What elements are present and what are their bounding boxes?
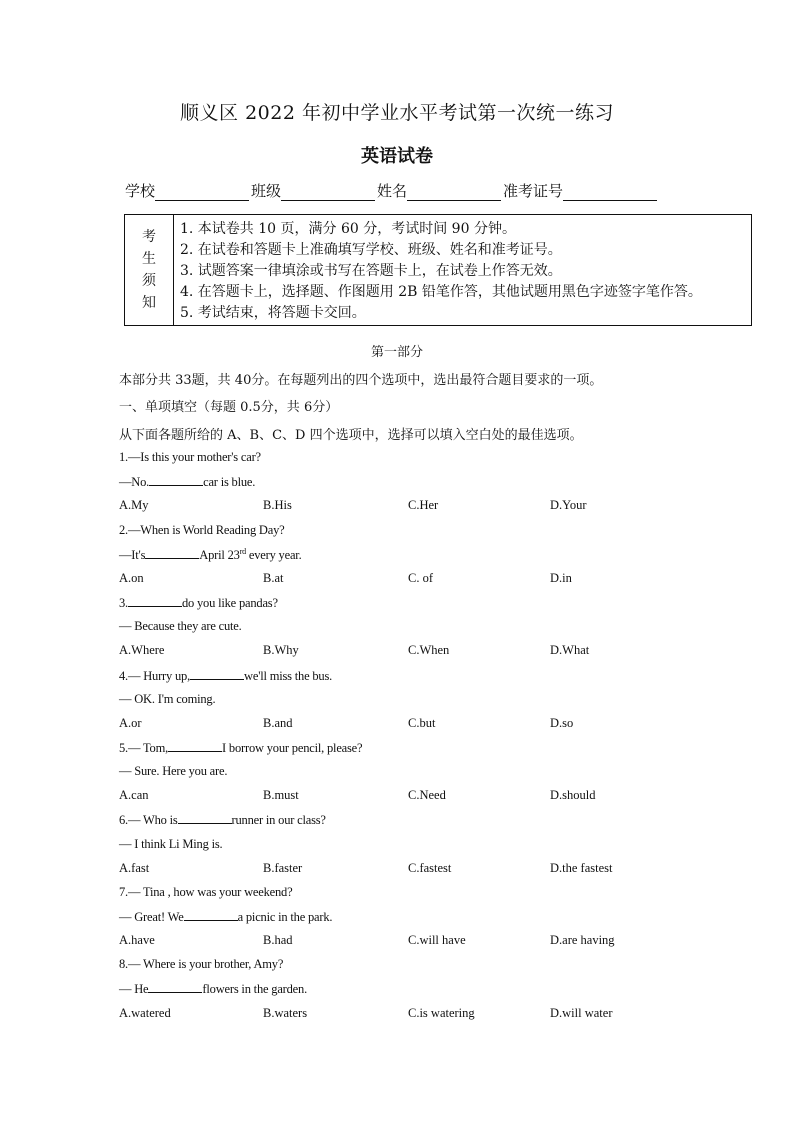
question-text: 2.—When is World Reading Day? xyxy=(119,523,285,537)
answer-blank xyxy=(148,981,202,993)
question-text: — I think Li Ming is. xyxy=(119,837,223,851)
notice-item: 2. 在试卷和答题卡上准确填写学校、班级、姓名和准考证号。 xyxy=(180,242,562,258)
question-text: car is blue. xyxy=(203,475,256,489)
question-text: — Great! We xyxy=(119,910,184,924)
question-text: I borrow your pencil, please? xyxy=(222,741,363,755)
option-d[interactable]: D.will water xyxy=(550,1006,613,1020)
student-info-line xyxy=(125,180,659,201)
answer-blank xyxy=(128,595,182,607)
question-text: 5.— Tom, xyxy=(119,741,169,755)
section-instruction: 从下面各题所给的 A、B、C、D 四个选项中，选择可以填入空白处的最佳选项。 xyxy=(119,428,583,443)
question-text: 4.— Hurry up, xyxy=(119,669,191,683)
option-d[interactable]: D.Your xyxy=(550,498,587,512)
question-4-reply xyxy=(119,692,215,707)
school-label: 学校 xyxy=(125,182,156,200)
question-text: —No. xyxy=(119,475,150,489)
name-field[interactable] xyxy=(407,186,501,201)
option-d[interactable]: D.the fastest xyxy=(550,861,613,875)
notice-char: 须 xyxy=(142,273,156,289)
question-text: 7.— Tina , how was your weekend? xyxy=(119,885,293,899)
option-b[interactable]: B.faster xyxy=(263,861,303,875)
notice-char: 生 xyxy=(142,251,156,267)
question-text: 3. xyxy=(119,596,128,610)
question-8-reply xyxy=(119,981,307,997)
option-b[interactable]: B.His xyxy=(263,498,292,512)
class-label: 班级 xyxy=(251,182,282,200)
class-field[interactable] xyxy=(281,186,375,201)
question-1-prompt xyxy=(119,450,261,465)
option-a[interactable]: A.watered xyxy=(119,1006,171,1020)
option-b[interactable]: B.must xyxy=(263,788,299,802)
question-6-reply xyxy=(119,837,222,852)
option-a[interactable]: A.can xyxy=(119,788,149,802)
option-d[interactable]: D.What xyxy=(550,643,590,657)
question-3-reply xyxy=(119,619,242,634)
question-text: 6.— Who is xyxy=(119,813,178,827)
option-b[interactable]: B.waters xyxy=(263,1006,308,1020)
answer-blank xyxy=(190,668,244,680)
option-c[interactable]: C.will have xyxy=(408,933,466,947)
option-c[interactable]: C.but xyxy=(408,716,436,730)
section-title: 一、单项填空（每题 0.5分，共 6分） xyxy=(119,400,339,415)
part-heading: 第一部分 xyxy=(370,345,423,360)
question-2-reply xyxy=(119,547,302,563)
option-a[interactable]: A.Where xyxy=(119,643,165,657)
exam-title: 顺义区 2022 年初中学业水平考试第一次统一练习 xyxy=(180,102,614,124)
question-text: 8.— Where is your brother, Amy? xyxy=(119,957,284,971)
notice-item: 4. 在答题卡上，选择题、作图题用 2B 铅笔作答，其他试题用黑色字迹签字笔作答。 xyxy=(180,284,702,300)
question-8-prompt xyxy=(119,957,283,972)
name-label: 姓名 xyxy=(377,182,408,200)
question-text: — Sure. Here you are. xyxy=(119,764,228,778)
option-b[interactable]: B.at xyxy=(263,571,284,585)
option-b[interactable]: B.had xyxy=(263,933,293,947)
option-c[interactable]: C. of xyxy=(408,571,433,585)
notice-char: 知 xyxy=(142,295,156,311)
option-d[interactable]: D.so xyxy=(550,716,574,730)
question-text: — He xyxy=(119,982,149,996)
answer-blank xyxy=(178,812,232,824)
option-a[interactable]: A.on xyxy=(119,571,144,585)
question-7-prompt xyxy=(119,885,292,900)
notice-char: 考 xyxy=(142,229,156,245)
notice-item: 3. 试题答案一律填涂或书写在答题卡上，在试卷上作答无效。 xyxy=(180,263,562,279)
notice-list xyxy=(174,215,751,325)
school-field[interactable] xyxy=(155,186,249,201)
notice-item: 1. 本试卷共 10 页，满分 60 分，考试时间 90 分钟。 xyxy=(180,221,516,237)
notice-item: 5. 考试结束，将答题卡交回。 xyxy=(180,305,366,321)
answer-blank xyxy=(168,740,222,752)
ordinal-suffix: rd xyxy=(239,547,246,556)
option-d[interactable]: D.in xyxy=(550,571,572,585)
option-a[interactable]: A.have xyxy=(119,933,155,947)
question-2-prompt xyxy=(119,523,285,538)
part-intro: 本部分共 33题，共 40分。在每题列出的四个选项中，选出最符合题目要求的一项。 xyxy=(119,373,603,388)
question-5-reply xyxy=(119,764,227,779)
question-1-reply xyxy=(119,474,255,490)
question-text: a picnic in the park. xyxy=(237,910,333,924)
option-a[interactable]: A.or xyxy=(119,716,142,730)
question-text: do you like pandas? xyxy=(181,596,278,610)
question-7-reply xyxy=(119,909,332,925)
exam-subtitle: 英语试卷 xyxy=(361,146,433,167)
answer-blank xyxy=(184,909,238,921)
candidate-notice-box xyxy=(124,214,752,326)
question-text: —It's xyxy=(119,548,146,563)
notice-side-label xyxy=(125,215,174,325)
option-c[interactable]: C.fastest xyxy=(408,861,452,875)
option-c[interactable]: C.Her xyxy=(408,498,439,512)
option-c[interactable]: C.is watering xyxy=(408,1006,475,1020)
question-5-prompt xyxy=(119,740,362,756)
option-b[interactable]: B.Why xyxy=(263,643,299,657)
question-text: we'll miss the bus. xyxy=(244,669,333,683)
question-4-prompt xyxy=(119,668,332,684)
option-c[interactable]: C.When xyxy=(408,643,450,657)
question-text: 1.—Is this your mother's car? xyxy=(119,450,261,464)
answer-blank xyxy=(145,547,199,559)
option-a[interactable]: A.My xyxy=(119,498,149,512)
question-text: — OK. I'm coming. xyxy=(119,692,216,706)
option-d[interactable]: D.are having xyxy=(550,933,615,947)
option-a[interactable]: A.fast xyxy=(119,861,150,875)
option-d[interactable]: D.should xyxy=(550,788,596,802)
question-text: April 23 xyxy=(199,548,240,563)
question-3-prompt xyxy=(119,595,278,611)
option-c[interactable]: C.Need xyxy=(408,788,446,802)
question-6-prompt xyxy=(119,812,326,828)
question-text: flowers in the garden. xyxy=(202,982,307,996)
exam-id-label: 准考证号 xyxy=(503,182,564,200)
question-text: — Because they are cute. xyxy=(119,619,242,633)
question-text: every year. xyxy=(245,548,302,563)
exam-id-field[interactable] xyxy=(563,186,657,201)
answer-blank xyxy=(149,474,203,486)
option-b[interactable]: B.and xyxy=(263,716,293,730)
question-text: runner in our class? xyxy=(231,813,326,827)
